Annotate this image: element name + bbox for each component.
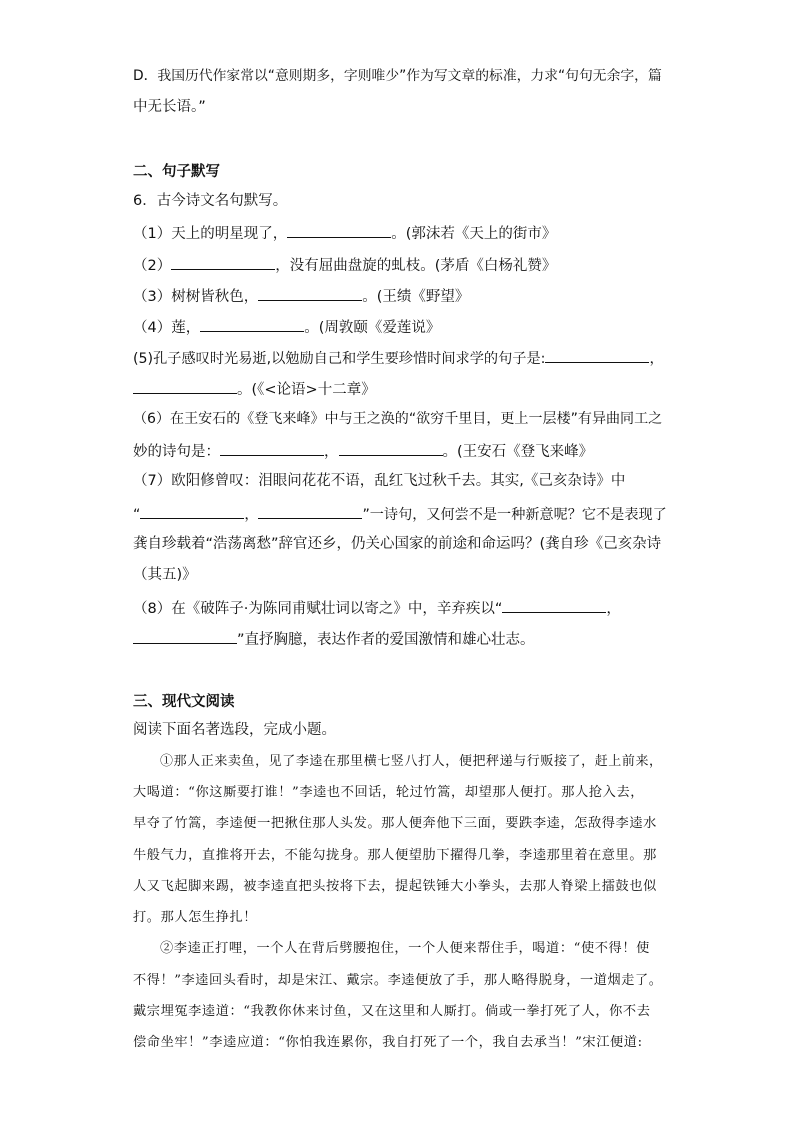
passage-line: 偿命坐牢！”李逵应道：“你怕我连累你，我自打死了一个，我自去承当！”宋江便道: [133, 1035, 643, 1050]
q6-item-5-source: 。(《<论语>十二章》 [237, 382, 376, 398]
comma: ， [649, 351, 664, 367]
passage-line: 戴宗埋冤李逵道：“我教你休来讨鱼，又在这里和人厮打。倘或一拳打死了人，你不去 [133, 1004, 651, 1019]
q6-item-8-line-1 [133, 597, 621, 619]
q6-item-1-text: （1）天上的明星现了， [133, 226, 288, 242]
q6-item-7-line-2 [133, 503, 667, 525]
passage-line: 不得！”李逵回头看时，却是宋江、戴宗。李逵便放了手，那人略得脱身，一道烟走了。 [133, 973, 663, 988]
q6-item-6-line-2 [133, 440, 593, 462]
q6-item-2 [133, 254, 556, 276]
passage-line: 大喝道：“你这厮要打谁！”李逵也不回话，轮过竹篙，却望那人便打。那人抢入去， [133, 785, 645, 800]
answer-blank[interactable] [287, 222, 391, 238]
section-3-heading: 三、现代文阅读 [133, 694, 235, 710]
q6-item-7-line-3: 龚自珍载着“浩荡离愁”辞官还乡，仍关心国家的前途和命运吗？(龚自珍《己亥杂诗 [133, 536, 662, 552]
q6-item-1 [133, 222, 556, 244]
answer-blank[interactable] [133, 628, 237, 644]
q6-item-5-line-2 [133, 378, 376, 400]
q6-item-2-source: ，没有屈曲盘旋的虬枝。(茅盾《白杨礼赞》 [275, 258, 557, 274]
q6-item-7-text: ”一诗句，又何尝不是一种新意呢？它不是表现了 [362, 507, 667, 523]
passage-line: 早夺了竹篙，李逵便一把揪住那人头发。那人便奔他下三面，要跌李逵，怎敌得李逵水 [133, 816, 657, 831]
comma: ， [606, 601, 621, 617]
option-d-line-1: D．我国历代作家常以“意则期多，字则唯少”作为写文章的标准，力求“句句无余字，篇 [133, 68, 662, 84]
q6-item-3 [133, 285, 469, 307]
answer-blank[interactable] [339, 440, 443, 456]
q6-item-5-line-1 [133, 347, 664, 369]
q6-item-6-text: 妙的诗句是： [133, 444, 220, 460]
q6-item-5-text: (5)孔子感叹时光易逝,以勉励自己和学生要珍惜时间求学的句子是: [133, 351, 546, 367]
answer-blank[interactable] [545, 347, 649, 363]
comma: ， [324, 444, 339, 460]
q6-item-8-tail: ”直抒胸臆，表达作者的爱国激情和雄心壮志。 [237, 632, 535, 648]
passage-line: 人又飞起脚来踢，被李逵直把头按将下去，提起铁锤大小拳头，去那人脊梁上擂鼓也似 [133, 879, 657, 894]
q6-item-8-text: （8）在《破阵子·为陈同甫赋壮词以寄之》中，辛弃疾以“ [133, 601, 503, 617]
answer-blank[interactable] [133, 378, 237, 394]
q6-item-7-line-1: （7）欧阳修曾叹：泪眼问花花不语，乱红飞过秋千去。其实,《己亥杂诗》中 [133, 473, 626, 489]
q6-item-3-source: 。(王绩《野望》 [362, 289, 470, 305]
open-quote: “ [133, 507, 141, 523]
q6-item-4 [133, 316, 440, 338]
answer-blank[interactable] [220, 440, 324, 456]
q6-item-2-text: （2） [133, 258, 172, 274]
answer-blank[interactable] [502, 597, 606, 613]
q6-item-8-line-2 [133, 628, 535, 650]
question-6-stem: 6．古今诗文名句默写。 [133, 193, 288, 209]
answer-blank[interactable] [140, 503, 244, 519]
passage-line: ①那人正来卖鱼，见了李逵在那里横七竖八打人，便把秤递与行贩接了，赶上前来， [160, 754, 663, 769]
q6-item-4-source: 。(周敦颐《爱莲说》 [304, 320, 441, 336]
comma: ， [244, 507, 259, 523]
answer-blank[interactable] [200, 316, 304, 332]
answer-blank[interactable] [171, 254, 275, 270]
q6-item-7-line-4: （其五)》 [133, 567, 197, 583]
section-2-heading: 二、句子默写 [133, 164, 220, 180]
passage-line: 打。那人怎生挣扎！ [133, 910, 258, 925]
answer-blank[interactable] [258, 285, 362, 301]
q6-item-6-line-1: （6）在王安石的《登飞来峰》中与王之涣的“欲穷千里目，更上一层楼”有异曲同工之 [133, 411, 663, 427]
passage-line: ②李逵正打哩，一个人在背后劈腰抱住，一个人便来帮住手，喝道：“使不得！使 [160, 941, 650, 956]
answer-blank[interactable] [258, 503, 362, 519]
passage-line: 牛般气力，直推将开去，不能勾拢身。那人便望肋下擢得几拳，李逵那里着在意里。那 [133, 848, 657, 863]
option-d-line-2: 中无长语。” [133, 99, 206, 115]
q6-item-1-source: 。(郭沫若《天上的街市》 [391, 226, 557, 242]
q6-item-6-source: 。(王安石《登飞来峰》 [442, 444, 594, 460]
q6-item-4-text: （4）莲， [133, 320, 201, 336]
reading-intro: 阅读下面名著选段，完成小题。 [133, 722, 336, 738]
q6-item-3-text: （3）树树皆秋色， [133, 289, 259, 305]
